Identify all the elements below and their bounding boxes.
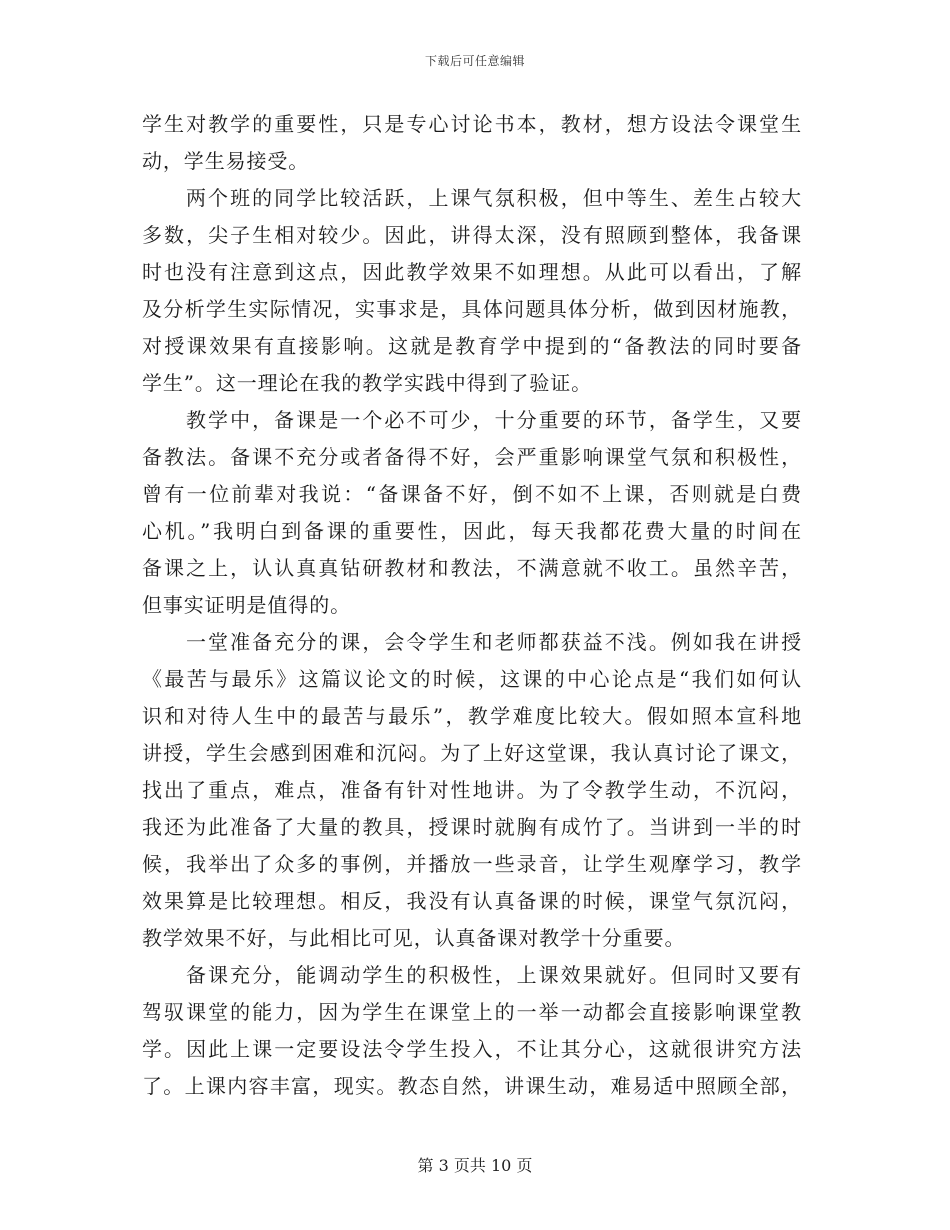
text-line: 对授课效果有直接影响。这就是教育学中提到的“备教法的同时要备 [142,334,802,358]
page-header: 下载后可任意编辑 [424,54,525,68]
document-body [142,106,802,1105]
text-line: 心机。”我明白到备课的重要性，因此，每天我都花费大量的时间在 [142,519,802,543]
text-line: 学生对教学的重要性，只是专心讨论书本，教材，想方设法令课堂生 [142,112,802,136]
text-line: 学。因此上课一定要设法令学生投入，不让其分心，这就很讲究方法 [142,1037,802,1061]
text-line: 时也没有注意到这点，因此教学效果不如理想。从此可以看出，了解 [142,260,802,284]
text-line: 驾驭课堂的能力，因为学生在课堂上的一举一动都会直接影响课堂教 [142,1000,802,1024]
text-line: 及分析学生实际情况，实事求是，具体问题具体分析，做到因材施教， [142,297,802,321]
text-line: 备课充分，能调动学生的积极性，上课效果就好。但同时又要有 [186,963,802,987]
text-line: 动，学生易接受。 [142,149,310,173]
text-line: 我还为此准备了大量的教具，授课时就胸有成竹了。当讲到一半的时 [142,815,802,839]
text-line: 备课之上，认认真真钻研教材和教法，不满意就不收工。虽然辛苦， [142,556,802,580]
text-line: 识和对待人生中的最苦与最乐”，教学难度比较大。假如照本宣科地 [142,704,802,728]
text-line: 备教法。备课不充分或者备得不好，会严重影响课堂气氛和积极性， [142,445,802,469]
page-footer: 第 3 页共 10 页 [417,1156,533,1175]
text-line: 两个班的同学比较活跃，上课气氛积极，但中等生、差生占较大 [186,186,802,210]
text-line: 曾有一位前辈对我说：“备课备不好，倒不如不上课，否则就是白费 [142,482,802,506]
text-line: 多数，尖子生相对较少。因此，讲得太深，没有照顾到整体，我备课 [142,223,802,247]
text-line: 找出了重点，难点，准备有针对性地讲。为了令教学生动，不沉闷， [142,778,802,802]
text-line: 教学中，备课是一个必不可少，十分重要的环节，备学生，又要 [186,408,802,432]
text-line: 学生”。这一理论在我的教学实践中得到了验证。 [142,371,593,395]
text-line: 讲授，学生会感到困难和沉闷。为了上好这堂课，我认真讨论了课文， [142,741,802,765]
text-line: 了。上课内容丰富，现实。教态自然，讲课生动，难易适中照顾全部， [142,1074,802,1098]
text-line: 《最苦与最乐》这篇议论文的时候，这课的中心论点是“我们如何认 [142,667,802,691]
text-line: 效果算是比较理想。相反，我没有认真备课的时候，课堂气氛沉闷， [142,889,802,913]
text-line: 一堂准备充分的课，会令学生和老师都获益不浅。例如我在讲授 [186,630,802,654]
text-line: 候，我举出了众多的事例，并播放一些录音，让学生观摩学习，教学 [142,852,802,876]
text-line: 教学效果不好，与此相比可见，认真备课对教学十分重要。 [142,926,686,950]
text-line: 但事实证明是值得的。 [142,593,351,617]
